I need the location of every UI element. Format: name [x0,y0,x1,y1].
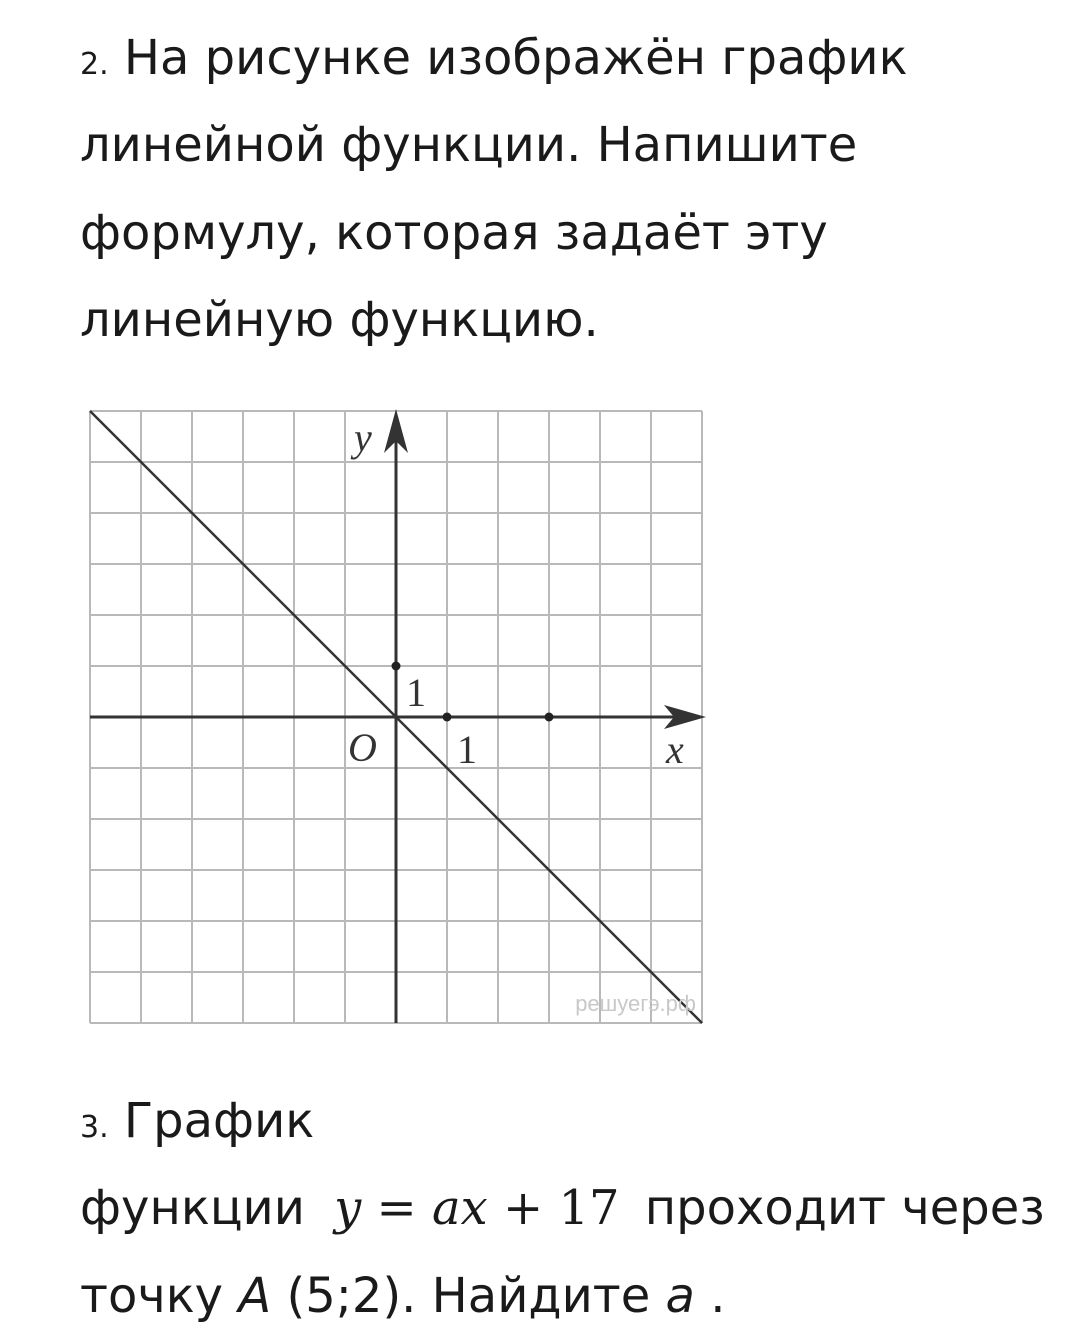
formula [334,1180,619,1236]
problem-2-line-1 [80,30,908,93]
watermark: решуегэ.рф [575,991,696,1016]
problem-2-text-4: линейную функцию. [80,292,599,348]
x-axis-label: x [666,727,684,772]
formula-eq: = [361,1180,433,1236]
problem-2-text-1: На рисунке изображён график [123,30,908,86]
problem-3-line-2 [80,1180,1045,1236]
problem-3-point-prefix: точку [80,1268,224,1324]
axes [90,409,706,1023]
linear-function-graph [86,405,706,1029]
problem-3-text-1: График [123,1093,315,1149]
problem-3-prefix: функции [80,1180,305,1236]
y-tick-label: 1 [406,670,426,715]
point-coords: (5;2). Найдите [271,1268,651,1324]
problem-3-suffix: проходит через [644,1180,1045,1236]
formula-plus: + [487,1180,559,1236]
unknown-variable: a [665,1268,695,1324]
problem-3-number: 3. [80,1110,109,1145]
formula-y: y [334,1180,362,1236]
y-axis-label: y [354,415,372,460]
problem-3-end: . [694,1268,726,1324]
point-name: A [238,1268,272,1324]
marked-point [392,662,401,671]
problem-2-number: 2. [80,47,109,82]
marked-point [443,713,452,722]
origin-label: O [348,725,377,770]
marked-point [545,713,554,722]
problem-2-text-3: формулу, которая задаёт эту [80,205,828,261]
x-tick-label: 1 [457,727,477,772]
problem-2-text-2: линейной функции. Напишите [80,117,858,173]
problem-3-line-3 [80,1268,725,1324]
formula-constant: 17 [558,1180,620,1236]
formula-ax: ax [432,1180,488,1236]
problem-3-line-1 [80,1093,314,1156]
